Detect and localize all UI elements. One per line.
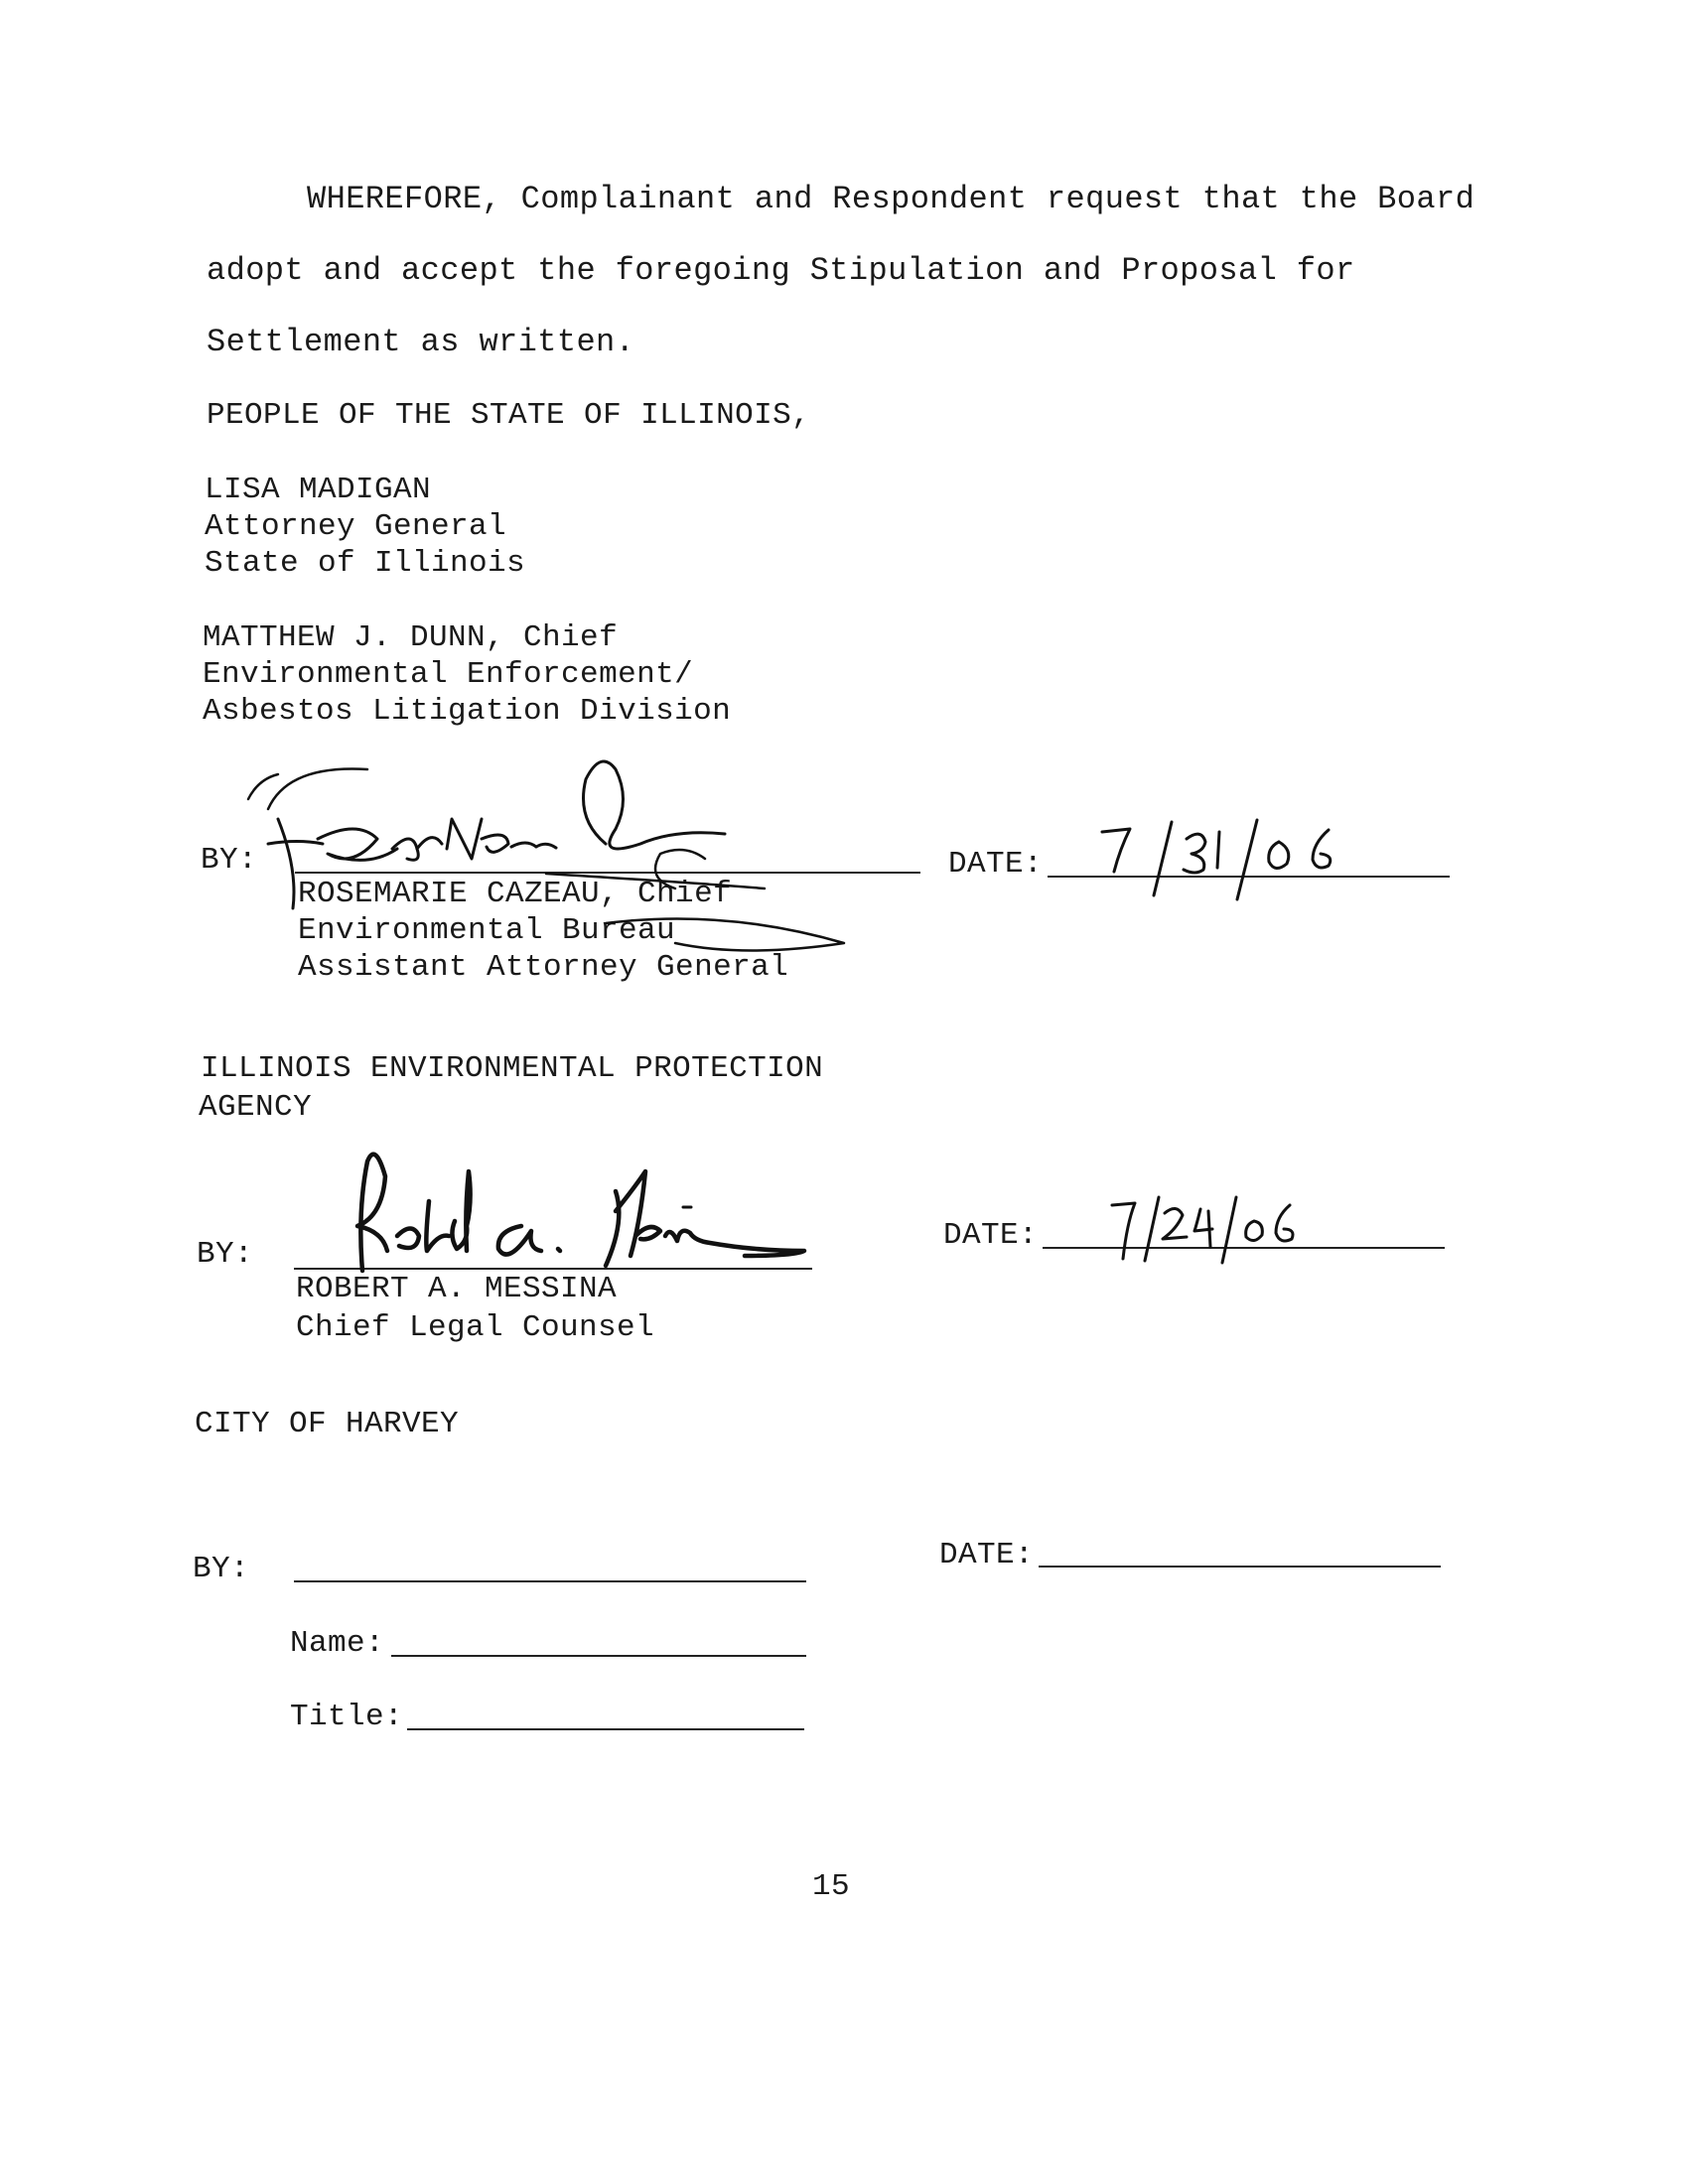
city-title-line: [407, 1728, 804, 1730]
signature-robert-messina: [328, 1142, 844, 1291]
body-text-line-2: adopt and accept the foregoing Stipulation and Proposal for: [207, 252, 1355, 289]
agency-date-handwritten: [1107, 1191, 1306, 1271]
agency-signer-title: Chief Legal Counsel: [296, 1310, 655, 1345]
city-name-label: Name:: [290, 1626, 385, 1661]
agency-by-label: BY:: [197, 1237, 254, 1272]
division-chief-line-3: Asbestos Litigation Division: [203, 694, 732, 729]
city-name-line: [391, 1655, 806, 1657]
city-by-label: BY:: [193, 1552, 250, 1586]
attorney-general-name: LISA MADIGAN: [205, 473, 432, 507]
city-title-label: Title:: [290, 1700, 404, 1734]
city-date-label: DATE:: [939, 1538, 1035, 1572]
attorney-general-state: State of Illinois: [205, 546, 526, 581]
people-heading: PEOPLE OF THE STATE OF ILLINOIS,: [207, 398, 811, 433]
agency-signer-name: ROBERT A. MESSINA: [296, 1272, 618, 1306]
people-signer-name: ROSEMARIE CAZEAU, Chief: [298, 877, 733, 911]
page-number: 15: [812, 1869, 851, 1904]
people-date-label: DATE:: [948, 847, 1044, 882]
people-by-label: BY:: [201, 843, 258, 878]
agency-date-label: DATE:: [943, 1218, 1039, 1253]
signature-rosemarie-cazeau: [248, 750, 864, 978]
city-date-line: [1039, 1566, 1441, 1568]
agency-heading-line-2: AGENCY: [199, 1090, 313, 1125]
division-chief-name: MATTHEW J. DUNN, Chief: [203, 620, 619, 655]
people-signer-line-3: Assistant Attorney General: [298, 950, 789, 985]
agency-heading-line-1: ILLINOIS ENVIRONMENTAL PROTECTION: [201, 1051, 824, 1086]
body-text-line-1: WHEREFORE, Complainant and Respondent request that the Board: [307, 181, 1475, 217]
division-chief-line-2: Environmental Enforcement/: [203, 657, 694, 692]
city-signature-line: [294, 1580, 806, 1582]
city-heading: CITY OF HARVEY: [195, 1407, 460, 1441]
people-date-handwritten: [1092, 814, 1340, 903]
attorney-general-title: Attorney General: [205, 509, 507, 544]
body-text-line-3: Settlement as written.: [207, 324, 635, 360]
people-signer-line-2: Environmental Bureau: [298, 913, 676, 948]
